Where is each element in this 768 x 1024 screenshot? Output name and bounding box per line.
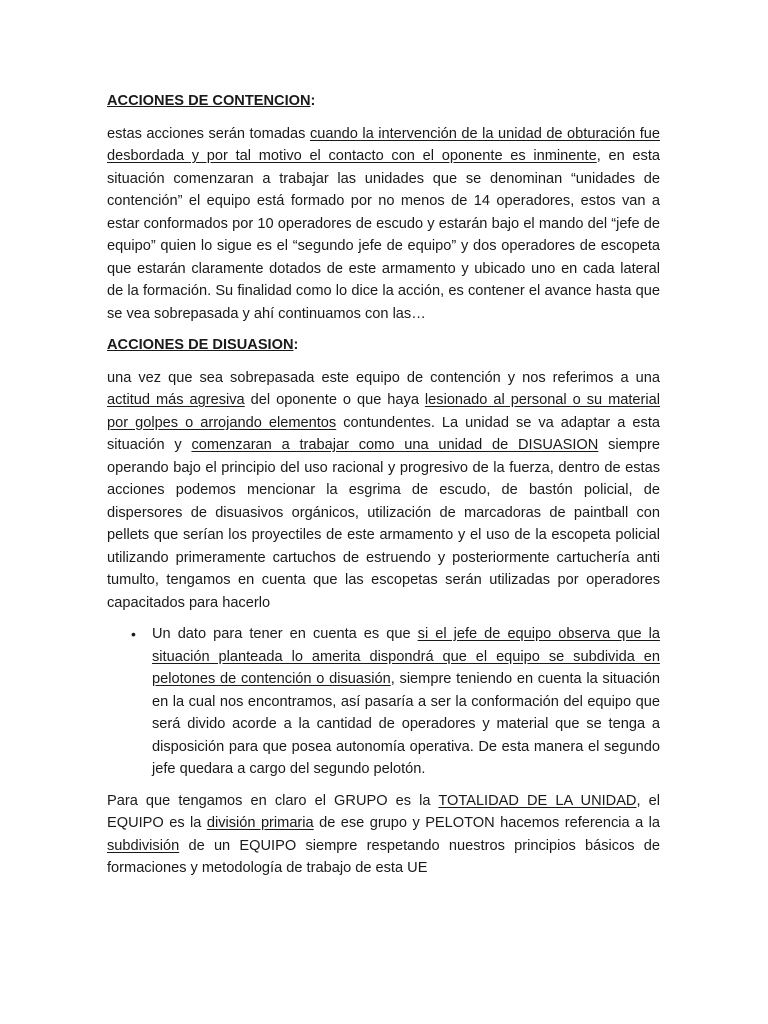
paragraph-contencion [107, 123, 660, 326]
text-run: una vez que sea sobrepasada este equipo de contención y nos referimos a una [107, 369, 660, 386]
section-heading-contencion [107, 90, 660, 113]
text-run: de un EQUIPO siempre respetando nuestros principios básicos de formaciones y metodología de trabajo de esta UE [107, 837, 660, 876]
paragraph-closing [107, 790, 660, 880]
heading-colon: : [310, 93, 316, 109]
heading-title: ACCIONES DE DISUASION [107, 337, 294, 353]
text-run: de ese grupo y PELOTON hacemos referencia a la [313, 815, 660, 831]
section-heading-disuasion [107, 334, 660, 357]
underlined-text: actitud más agresiva [107, 392, 245, 408]
underlined-text: lesionado al personal o su material por golpes o arrojando elementos [107, 392, 660, 431]
heading-colon: : [293, 337, 299, 353]
text-run: contundentes. La unidad se va adaptar a esta situación y [107, 414, 660, 453]
text-run: del oponente o que haya [244, 392, 425, 408]
bullet-list-item [107, 623, 660, 781]
text-run: , el EQUIPO es la [107, 792, 660, 831]
underlined-text: TOTALIDAD DE LA UNIDAD [438, 792, 637, 809]
text-run: siempre operando bajo el principio del uso racional y progresivo de la fuerza, dentro de estas acciones podemos mencionar la esgrima de escudo, de bastón policial, de dispersores de disuasivos orgánicos, utilización de marcadoras de paintball con pellets que serían los proyectiles de este armamento y el uso de la escopeta policial utilizando primeramente cartuchos de estruendo y posteriormente cartuchería anti tumulto, tengamos en cuenta que las escopetas serán utilizadas por operadores capacitados para hacerlo [107, 437, 660, 611]
bullet-text [152, 623, 660, 781]
text-run: , siempre teniendo en cuenta la situación en la cual nos encontramos, así pasaría a ser la conformación del equipo que será divido acorde a la cantidad de operadores y material que se tenga a disposición para que posea autonomía operativa. De esta manera el segundo jefe quedara a cargo del segundo pelotón. [152, 671, 660, 777]
underlined-text: cuando la intervención de la unidad de obturación fue desbordada y por tal motivo el contacto con el oponente es inminente [107, 125, 660, 164]
document-page [107, 90, 660, 880]
text-run: , en esta situación comenzaran a trabajar las unidades que se denominan “unidades de contención” el equipo está formado por no menos de 14 operadores, estos van a estar conformados por 10 operadores de escudo y estarán bajo el mando del “jefe de equipo” quien lo sigue es el “segundo jefe de equipo” y dos operadores de escopeta que estarán claramente dotados de este armamento y ubicado uno en cada lateral de la formación. Su finalidad como lo dice la acción, es contener el avance hasta que se vea sobrepasada y ahí continuamos con las… [107, 148, 661, 322]
text-run: estas acciones serán tomadas [107, 125, 310, 142]
underlined-text: si el jefe de equipo observa que la situación planteada lo amerita dispondrá que el equipo se subdivida en pelotones de contención o disuasión [152, 626, 661, 687]
underlined-text: comenzaran a trabajar como una unidad de DISUASION [191, 437, 599, 453]
bullet-dot-icon: • [131, 626, 136, 642]
underlined-text: división primaria [206, 815, 314, 831]
underlined-text: subdivisión [107, 837, 180, 854]
text-run: Un dato para tener en cuenta es que [152, 626, 418, 642]
text-run: Para que tengamos en claro el GRUPO es la [107, 792, 439, 809]
heading-title: ACCIONES DE CONTENCION [107, 93, 311, 109]
paragraph-disuasion [107, 367, 660, 615]
